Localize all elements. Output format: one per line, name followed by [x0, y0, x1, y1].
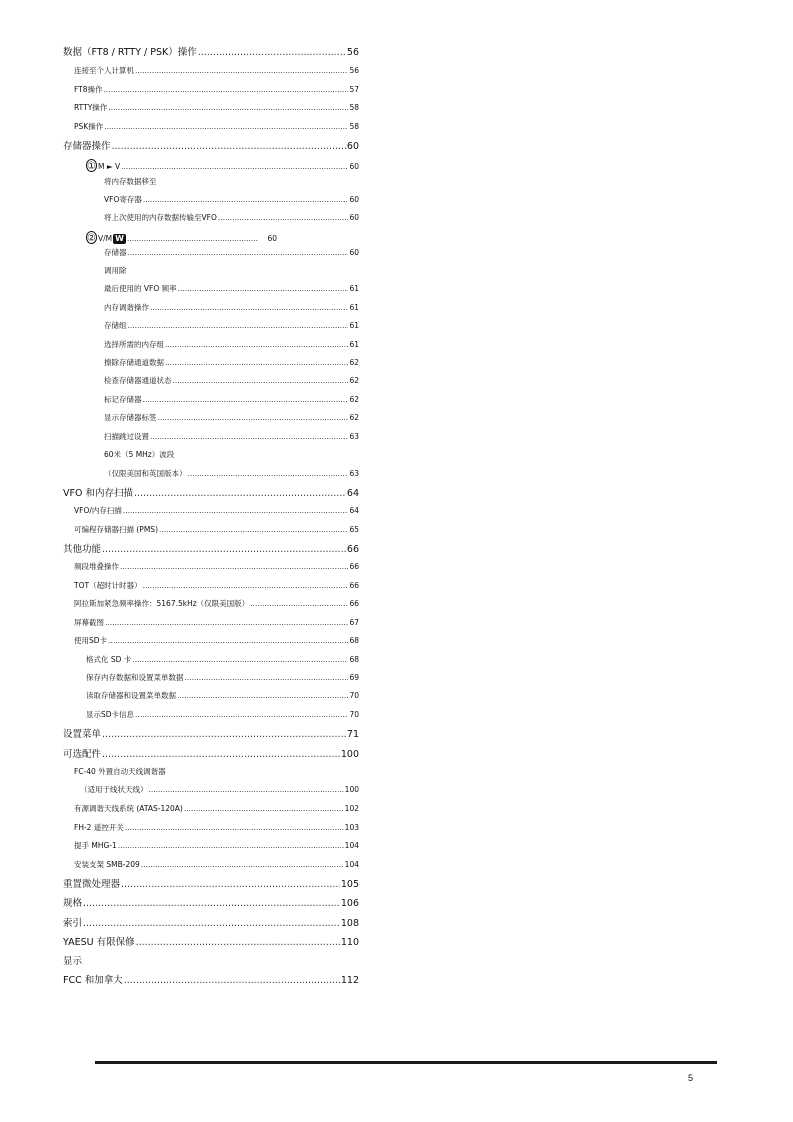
leader-dots — [165, 341, 348, 349]
toc-entry-label: 选择所需的内存组 — [104, 340, 164, 349]
toc-entry — [63, 750, 359, 760]
toc-entry-page: 70 — [349, 710, 359, 719]
toc-entry-label: 索引 — [63, 918, 83, 929]
toc-entry-page: 66 — [349, 599, 359, 608]
toc-entry — [63, 976, 359, 986]
toc-entry-page: 60 — [349, 248, 359, 257]
toc-entry — [104, 396, 359, 404]
leader-dots — [83, 919, 340, 929]
leader-dots — [158, 414, 349, 422]
toc-entry — [86, 159, 359, 172]
toc-entry-label: FH-2 遥控开关 — [74, 823, 124, 832]
toc-entry-label: 扫描跳过设置 — [104, 432, 149, 441]
toc-entry — [63, 730, 359, 740]
leader-dots — [184, 805, 344, 813]
leader-dots — [125, 824, 344, 832]
leader-dots — [102, 750, 340, 760]
toc-entry-page: 62 — [349, 413, 359, 422]
toc-entry-page: 108 — [340, 918, 359, 929]
toc-entry-page: 60 — [349, 195, 359, 204]
toc-entry-label: FC-40 外置自动天线调谐器 — [74, 767, 166, 776]
toc-entry — [63, 142, 359, 152]
leader-dots — [83, 899, 340, 909]
toc-entry-label: 可编程存储器扫描 (PMS) — [74, 525, 158, 534]
toc-entry-label: 内存调谐操作 — [104, 303, 149, 312]
toc-entry-label: 读取存储器和设置菜单数据 — [86, 691, 176, 700]
toc-entry-page: 65 — [349, 525, 359, 534]
leader-dots — [185, 674, 349, 682]
leader-dots — [124, 976, 340, 986]
toc-entry-page: 57 — [349, 85, 359, 94]
toc-entry-label: 存储器 — [104, 248, 127, 257]
toc-entry-page: 56 — [346, 47, 359, 58]
toc-entry — [104, 414, 359, 422]
leader-dots — [218, 214, 349, 222]
toc-entry-label: 规格 — [63, 898, 83, 909]
circled-number-one-icon: ① — [87, 161, 96, 172]
w-key-icon: W — [115, 234, 124, 243]
toc-entry-label: VFO/内存扫描 — [74, 506, 122, 515]
toc-entry-page: 58 — [349, 122, 359, 131]
toc-entry — [63, 899, 359, 909]
toc-entry — [63, 880, 359, 890]
toc-entry-page: 102 — [344, 804, 359, 813]
toc-entry-label: 检查存储器通道状态 — [104, 376, 172, 385]
toc-entry-page: 110 — [340, 937, 359, 948]
toc-entry-page: 63 — [349, 432, 359, 441]
toc-entry-page: 62 — [349, 395, 359, 404]
toc-entry-page: 112 — [340, 975, 359, 986]
leader-dots — [173, 377, 349, 385]
toc-entry — [63, 919, 359, 929]
toc-entry-page: 61 — [349, 321, 359, 330]
leader-dots — [121, 880, 340, 890]
toc-entry-page: 70 — [349, 691, 359, 700]
toc-entry — [86, 656, 359, 664]
toc-entry — [86, 711, 359, 719]
leader-dots — [150, 304, 348, 312]
toc-entry-page: 68 — [349, 636, 359, 645]
toc-entry-label: 标记存储器 — [104, 395, 142, 404]
leader-dots — [108, 637, 348, 645]
leader-dots — [143, 582, 349, 590]
toc-entry-label: 数据（FT8 / RTTY / PSK）操作 — [63, 47, 197, 58]
circled-number-two-icon: ② — [87, 233, 96, 244]
toc-entry-label: YAESU 有限保修 — [63, 937, 135, 948]
toc-entry — [74, 861, 359, 869]
toc-entry-page: 104 — [344, 860, 359, 869]
leader-dots — [149, 786, 344, 794]
toc-entry — [74, 582, 359, 590]
toc-entry-page: 106 — [340, 898, 359, 909]
toc-entry — [104, 377, 359, 385]
toc-entry — [63, 48, 359, 58]
toc-entry-page: 68 — [349, 655, 359, 664]
toc-entry — [63, 489, 359, 499]
toc-entry — [74, 619, 359, 627]
toc-entry-label: （仅限美国和英国版本） — [104, 469, 187, 478]
toc-entry-label: 屏幕截图 — [74, 618, 104, 627]
toc-entry — [74, 67, 359, 75]
leader-dots — [128, 322, 349, 330]
toc-entry-page: 58 — [349, 103, 359, 112]
leader-dots — [135, 711, 348, 719]
toc-entry — [86, 692, 359, 700]
toc-entry — [63, 938, 359, 948]
toc-entry-label: 安装支架 SMB-209 — [74, 860, 140, 869]
toc-entry-label: TOT（超时计时器） — [74, 581, 142, 590]
toc-entry-label: 显示 — [63, 956, 83, 967]
toc-entry — [104, 249, 359, 257]
toc-entry-label: 擦除存储通道数据 — [104, 358, 164, 367]
toc-entry-page: 71 — [346, 729, 359, 740]
toc-entry-label: 将内存数据移至 — [104, 177, 157, 186]
leader-dots — [102, 730, 346, 740]
toc-entry — [74, 805, 359, 813]
leader-dots — [250, 600, 348, 608]
toc-entry — [80, 786, 359, 794]
toc-entry — [104, 304, 359, 312]
leader-dots — [198, 48, 346, 58]
toc-entry — [104, 433, 359, 441]
leader-dots — [134, 489, 346, 499]
toc-entry — [86, 674, 359, 682]
leader-dots — [150, 433, 348, 441]
toc-entry-label: 有源调谐天线系统 (ATAS-120A) — [74, 804, 183, 813]
leader-dots — [188, 470, 349, 478]
toc-entry — [74, 842, 359, 850]
leader-dots — [104, 86, 349, 94]
toc-entry-page: 66 — [349, 562, 359, 571]
toc-entry-page: 63 — [349, 469, 359, 478]
toc-entry-page: 60 — [349, 213, 359, 222]
toc-entry-label: PSK操作 — [74, 122, 104, 131]
leader-dots — [165, 359, 348, 367]
toc-entry — [74, 123, 359, 131]
toc-entry-label: 设置菜单 — [63, 729, 102, 740]
toc-entry — [74, 637, 359, 645]
toc-entry-label: 显示SD卡信息 — [86, 710, 135, 719]
toc-entry-page: 67 — [349, 618, 359, 627]
toc-entry — [74, 104, 359, 112]
leader-dots — [102, 545, 346, 555]
toc-entry-page: 61 — [349, 284, 359, 293]
toc-entry-page: 103 — [344, 823, 359, 832]
toc-entry-label: 将上次使用的内存数据传输至VFO — [104, 213, 217, 222]
toc-entry — [104, 359, 359, 367]
toc-entry-label: 使用SD卡 — [74, 636, 108, 645]
toc-entry-label: 保存内存数据和设置菜单数据 — [86, 673, 184, 682]
toc-entry-label: 60米（5 MHz）波段 — [104, 450, 175, 459]
toc-entry-label: FCC 和加拿大 — [63, 975, 123, 986]
leader-dots — [123, 507, 349, 515]
leader-dots — [141, 861, 344, 869]
toc-entry-page: 100 — [340, 749, 359, 760]
page-number: 5 — [688, 1073, 694, 1083]
toc-entry-label: 连接至个人计算机 — [74, 66, 134, 75]
toc-entry-page: 104 — [344, 841, 359, 850]
toc-entry-label: M ► V — [97, 162, 121, 171]
toc-entry-label: 阿拉斯加紧急频率操作：5167.5kHz（仅限美国版） — [74, 599, 250, 608]
toc-entry-page: 66 — [349, 581, 359, 590]
toc-entry — [74, 507, 359, 515]
toc-entry — [74, 563, 359, 571]
toc-entry-label: RTTY操作 — [74, 103, 108, 112]
leader-dots — [108, 104, 348, 112]
toc-entry-label: FT8操作 — [74, 85, 103, 94]
leader-dots — [118, 842, 344, 850]
toc-entry-page: 66 — [346, 544, 359, 555]
toc-entry — [104, 341, 359, 349]
leader-dots — [135, 67, 348, 75]
leader-dots — [143, 396, 349, 404]
leader-dots — [120, 563, 348, 571]
toc-entry-label: 重置微处理器 — [63, 879, 121, 890]
toc-entry-label: 存储器操作 — [63, 141, 111, 152]
toc-entry-label: 显示存储器标签 — [104, 413, 157, 422]
toc-entry-page: 62 — [349, 376, 359, 385]
toc-entry — [104, 470, 359, 478]
toc-entry-label: V/M — [97, 234, 113, 243]
leader-dots — [132, 656, 348, 664]
toc-entry-page: 56 — [349, 66, 359, 75]
toc-entry-label: 最后使用的 VFO 频率 — [104, 284, 177, 293]
toc-entry — [74, 600, 359, 608]
toc-entry — [74, 526, 359, 534]
leader-dots — [104, 123, 348, 131]
leader-dots — [178, 285, 349, 293]
toc-entry-page: 69 — [349, 673, 359, 682]
toc-entry-page: 62 — [349, 358, 359, 367]
toc-entry-page: 100 — [344, 785, 359, 794]
toc-entry-page: 60 — [267, 234, 277, 243]
leader-dots — [136, 938, 340, 948]
toc-entry-label: 频段堆叠操作 — [74, 562, 119, 571]
toc-entry — [63, 545, 359, 555]
leader-dots — [128, 249, 349, 257]
toc-entry-page: 60 — [346, 141, 359, 152]
toc-entry-label: （适用于线状天线） — [80, 785, 148, 794]
toc-entry-label: 调用除 — [104, 266, 127, 275]
toc-entry — [74, 86, 359, 94]
toc-entry-label: VFO 和内存扫描 — [63, 488, 133, 499]
leader-dots — [177, 692, 348, 700]
leader-dots — [121, 163, 348, 171]
toc-entry-page: 60 — [349, 162, 359, 171]
leader-dots — [143, 196, 349, 204]
toc-entry — [104, 285, 359, 293]
leader-dots — [105, 619, 348, 627]
toc-entry-label: 其他功能 — [63, 544, 102, 555]
toc-entry-label: VFO寄存器 — [104, 195, 142, 204]
toc-entry-page: 61 — [349, 340, 359, 349]
toc-entry — [74, 824, 359, 832]
toc-entry — [86, 231, 277, 244]
leader-dots — [159, 526, 348, 534]
toc-entry-label: 可选配件 — [63, 749, 102, 760]
toc-entry-label: 存储组 — [104, 321, 127, 330]
toc-entry — [104, 214, 359, 222]
toc-entry-page: 64 — [346, 488, 359, 499]
toc-entry-label: 提手 MHG-1 — [74, 841, 117, 850]
toc-entry-label: 格式化 SD 卡 — [86, 655, 132, 664]
footer-rule — [95, 1061, 717, 1064]
leader-dots — [112, 142, 346, 152]
toc-entry — [104, 322, 359, 330]
toc-entry — [104, 196, 359, 204]
toc-entry-page: 105 — [340, 879, 359, 890]
toc-entry-page: 61 — [349, 303, 359, 312]
leader-dots — [127, 235, 259, 243]
toc-entry-page: 64 — [349, 506, 359, 515]
